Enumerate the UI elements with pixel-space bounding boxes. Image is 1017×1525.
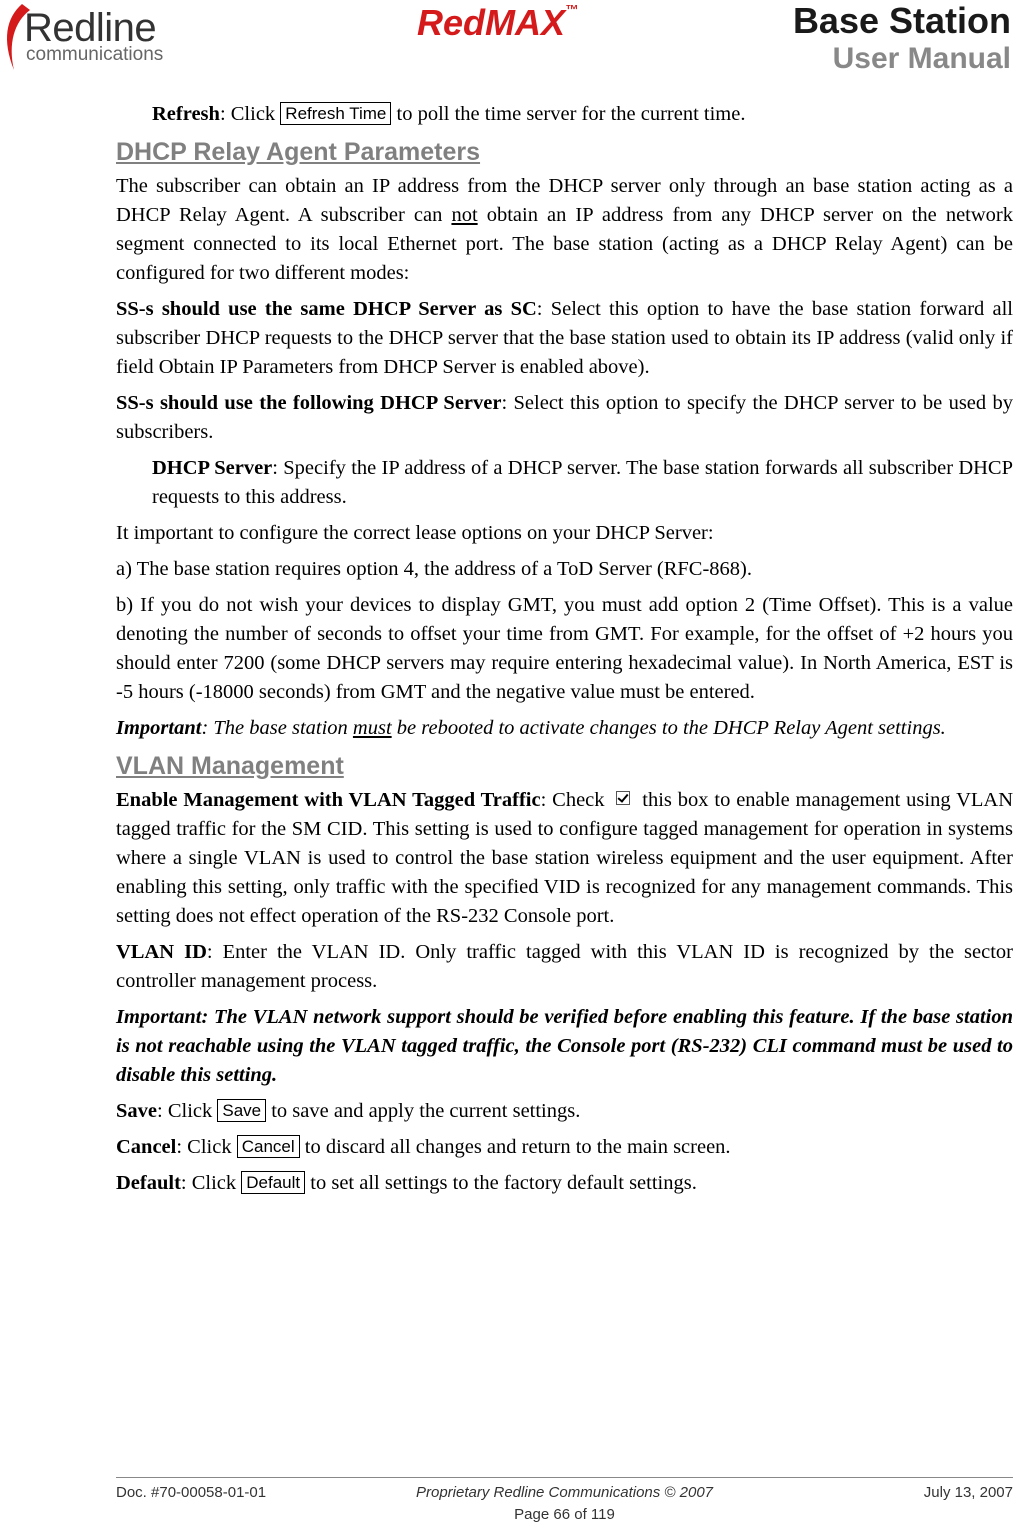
- title-line-2: User Manual: [832, 42, 1011, 75]
- redline-logo: [0, 0, 210, 80]
- dhcp-option-a: a) The base station requires option 4, the address of a ToD Server (RFC-868).: [116, 558, 753, 580]
- dhcp-server-field: DHCP Server: Specify the IP address of a DHCP server. The base station forwards all subscriber DHCP requests to this address.: [152, 457, 1014, 508]
- cancel-button[interactable]: Cancel: [237, 1135, 300, 1158]
- redmax-brand: RedMAX™: [417, 2, 579, 43]
- save-paragraph: Save: Click Save to save and apply the current settings.: [116, 1100, 581, 1122]
- footer-divider: [116, 1477, 1013, 1478]
- doc-number: Doc. #70-00058-01-01: [116, 1484, 267, 1501]
- page-header: [0, 0, 1017, 85]
- dhcp-lease-note: It important to configure the correct lease options on your DHCP Server:: [116, 522, 714, 544]
- logo-main-text: Redline: [24, 6, 157, 50]
- document-title: [793, 0, 1011, 76]
- dhcp-heading: DHCP Relay Agent Parameters: [116, 138, 481, 166]
- refresh-time-button[interactable]: Refresh Time: [280, 102, 391, 125]
- default-button[interactable]: Default: [241, 1171, 305, 1194]
- title-line-1: Base Station: [792, 0, 1011, 41]
- dhcp-following-server-option: SS-s should use the following DHCP Server: Select this option to specify the DHCP server to be used by subscribers.: [116, 392, 1013, 443]
- dhcp-option-b: b) If you do not wish your devices to display GMT, you must add option 2 (Time Offset). This is a value denoting the number of seconds to offset your time from GMT. For example, for the offset of +2 hours you should enter 7200 (some DHCP servers may require entering hexadecimal value). In North America, EST is -5 hours (-18000 seconds) from GMT and the negative value must be entered.: [116, 594, 1013, 703]
- vlan-id-paragraph: VLAN ID: Enter the VLAN ID. Only traffic tagged with this VLAN ID is recognized by the sector controller management process.: [116, 941, 1014, 992]
- doc-date: July 13, 2007: [923, 1484, 1013, 1501]
- copyright: Proprietary Redline Communications © 2007: [415, 1484, 714, 1501]
- dhcp-important-note: Important: The base station must be rebooted to activate changes to the DHCP Relay Agent settings.: [116, 717, 946, 739]
- save-button[interactable]: Save: [217, 1099, 266, 1122]
- page-number: Page 66 of 119: [514, 1506, 615, 1523]
- cancel-paragraph: Cancel: Click Cancel to discard all changes and return to the main screen.: [116, 1136, 731, 1158]
- vlan-important-note: Important: The VLAN network support should be verified before enabling this feature. If the base station is not reachable using the VLAN tagged traffic, the Console port (RS-232) CLI command must be used to disable this setting.: [116, 1006, 1013, 1086]
- page-content: [116, 100, 1013, 1205]
- dhcp-same-server-option: SS-s should use the same DHCP Server as SC: Select this option to have the base station forward all subscriber DHCP requests to the DHCP server that the base station used to obtain its IP address (valid only if field Obtain IP Parameters from DHCP Server is enabled above).: [116, 298, 1013, 378]
- refresh-paragraph: Refresh: Click Refresh Time to poll the time server for the current time.: [152, 103, 746, 125]
- vlan-heading: VLAN Management: [116, 752, 344, 780]
- default-paragraph: Default: Click Default to set all settings to the factory default settings.: [116, 1172, 697, 1194]
- dhcp-intro: The subscriber can obtain an IP address from the DHCP server only through an base station acting as a DHCP Relay Agent. A subscriber can not obtain an IP address from any DHCP server on the network segment connected to its local Ethernet port. The base station (acting as a DHCP Relay Agent) can be configured for two different modes:: [116, 175, 1013, 284]
- checkbox-checked-icon: [616, 791, 630, 805]
- logo-sub-text: communications: [26, 44, 164, 65]
- vlan-enable-paragraph: Enable Management with VLAN Tagged Traffic: Check this box to enable management using VLAN tagged traffic for the SM CID. This setting is used to configure tagged management for operation in systems where a single VLAN is used to control the base station wireless equipment and the user equipment. After enabling this setting, only traffic with the specified VID is recognized for any management commands. This setting does not effect operation of the RS-232 Console port.: [116, 789, 1014, 927]
